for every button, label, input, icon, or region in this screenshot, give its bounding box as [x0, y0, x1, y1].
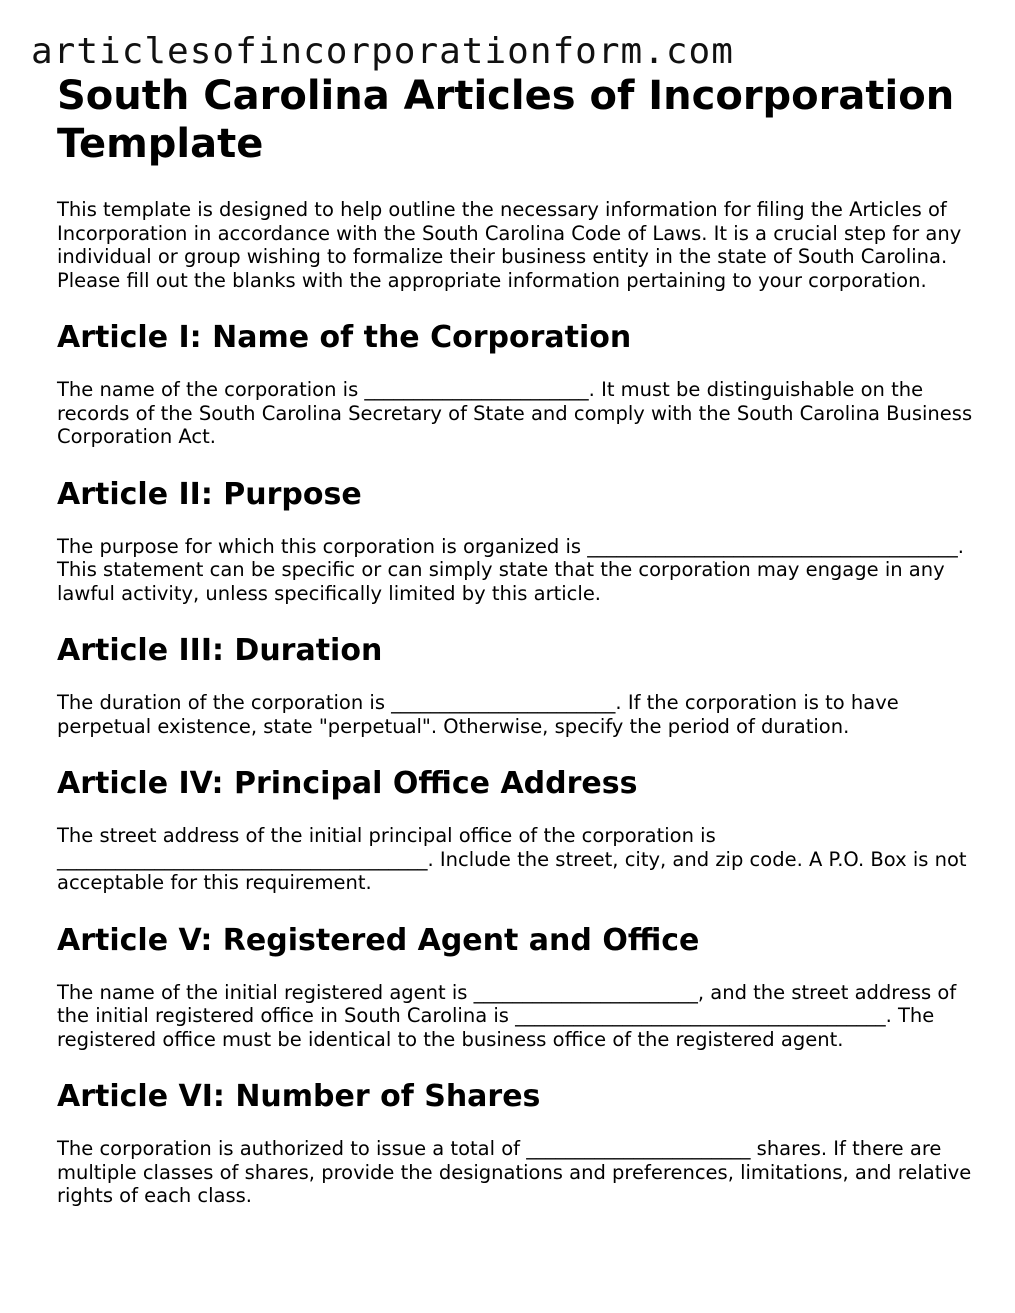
article-body: The street address of the initial principal office of the corporation is ______________________________________. Include the street, city, and zip code. A P.O. Box is not acceptable for this requirement. [57, 824, 967, 894]
article-heading: Article III: Duration [57, 633, 383, 668]
article-heading: Article IV: Principal Office Address [57, 766, 638, 801]
article-body: The duration of the corporation is _______________________. If the corporation is to have perpetual existence, state "perpetual". Otherwise, specify the period of duration. [57, 691, 899, 738]
site-watermark: articlesofincorporationform.com [31, 31, 734, 72]
page-title: South Carolina Articles of Incorporation Template [57, 73, 955, 167]
article-body: The purpose for which this corporation is organized is ______________________________________. This statement can be specific or can simply state that the corporation may engage in any lawful activity, unless specifically limited by this article. [57, 534, 964, 605]
article-heading: Article II: Purpose [57, 476, 362, 512]
document-body [57, 72, 977, 1208]
article-3-section [57, 633, 977, 738]
intro-paragraph: This template is designed to help outline the necessary information for filing the Articles of Incorporation in accordance with the South Carolina Code of Laws. It is a crucial step for any individual or group wishing to formalize their business entity in the state of South Carolina. Please fill out the blanks with the appropriate information pertaining to your corporation. [57, 198, 962, 292]
article-5-section [57, 923, 977, 1052]
article-4-section [57, 766, 977, 895]
article-heading: Article VI: Number of Shares [57, 1079, 541, 1114]
article-body: The name of the corporation is _______________________. It must be distinguishable on the records of the South Carolina Secretary of State and comply with the South Carolina Business Corporation Act. [57, 378, 973, 448]
article-heading: Article V: Registered Agent and Office [57, 922, 700, 958]
article-heading: Article I: Name of the Corporation [57, 320, 632, 355]
article-6-section [57, 1079, 977, 1208]
article-1-section [57, 320, 977, 449]
article-body: The corporation is authorized to issue a total of _______________________ shares. If there are multiple classes of shares, provide the designations and preferences, limitations, and relative rights of each class. [57, 1137, 972, 1207]
article-body: The name of the initial registered agent is _______________________, and the street address of the initial registered office in South Carolina is ______________________________________. The registered office must be identical to the business office of the registered agent. [57, 980, 957, 1051]
article-2-section [57, 477, 977, 606]
